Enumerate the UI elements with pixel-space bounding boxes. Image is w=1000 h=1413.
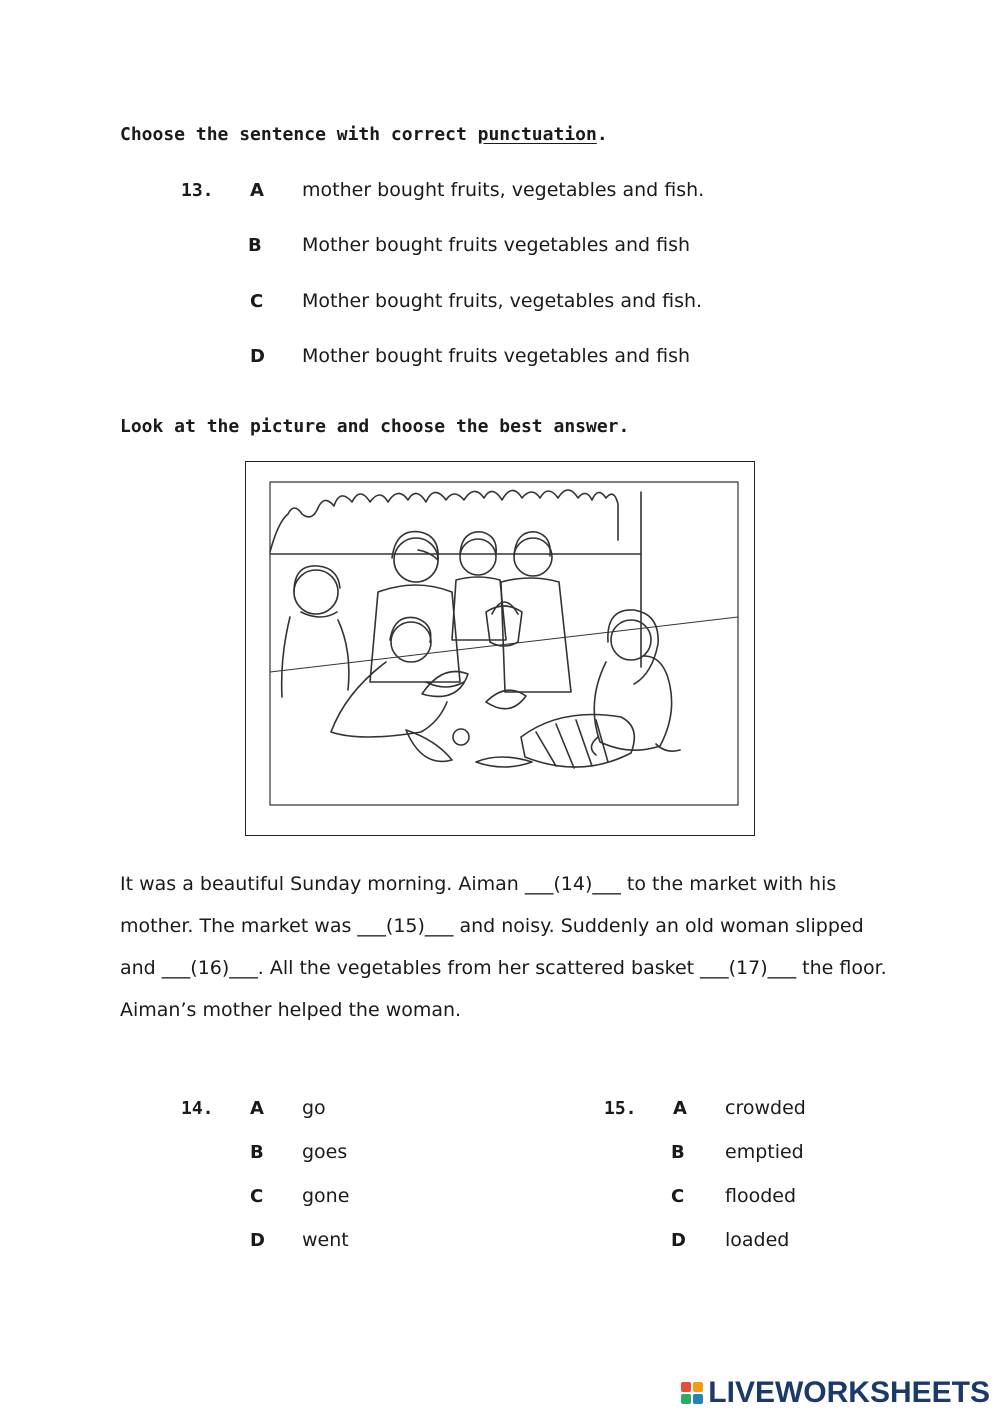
q15-option-a-letter[interactable]: A <box>673 1098 687 1119</box>
question-14-number: 14. <box>181 1098 214 1119</box>
question-13-number: 13. <box>181 180 214 201</box>
cloze-passage: It was a beautiful Sunday morning. Aiman ___(14)___ to the market with his mother. The market was ___(15)___ and noisy. Suddenly an old woman slipped and ___(16)___. All the vegetables from her scattered basket ___(17)___ the floor. Aiman’s mother helped the woman. <box>120 873 887 1021</box>
q13-option-d-letter[interactable]: D <box>250 346 265 367</box>
q13-option-c-text[interactable]: Mother bought fruits, vegetables and fish. <box>302 290 703 312</box>
question-15-number: 15. <box>604 1098 637 1119</box>
q15-option-d-letter[interactable]: D <box>671 1230 686 1251</box>
q15-option-c-text[interactable]: flooded <box>725 1185 797 1207</box>
logo-square-green <box>681 1394 691 1404</box>
q13-option-a-text[interactable]: mother bought fruits, vegetables and fish. <box>302 179 705 201</box>
q15-option-c-letter[interactable]: C <box>671 1186 685 1207</box>
market-scene-illustration <box>246 462 754 835</box>
logo-square-orange <box>693 1382 703 1392</box>
q14-option-b-text[interactable]: goes <box>302 1141 348 1163</box>
instruction-picture: Look at the picture and choose the best answer. <box>120 416 630 437</box>
keyword-punctuation: punctuation <box>477 124 597 145</box>
q14-option-c-text[interactable]: gone <box>302 1185 350 1207</box>
q15-option-b-text[interactable]: emptied <box>725 1141 804 1163</box>
q13-option-d-text[interactable]: Mother bought fruits vegetables and fish <box>302 345 691 367</box>
q14-option-d-text[interactable]: went <box>302 1229 349 1251</box>
q15-option-a-text[interactable]: crowded <box>725 1097 806 1119</box>
q14-option-a-letter[interactable]: A <box>250 1098 264 1119</box>
q15-option-d-text[interactable]: loaded <box>725 1229 790 1251</box>
q14-option-c-letter[interactable]: C <box>250 1186 264 1207</box>
q13-option-b-text[interactable]: Mother bought fruits vegetables and fish <box>302 234 691 256</box>
q15-option-b-letter[interactable]: B <box>671 1142 685 1163</box>
q13-option-c-letter[interactable]: C <box>250 291 264 312</box>
q13-option-a-letter[interactable]: A <box>250 180 264 201</box>
logo-square-blue <box>693 1394 703 1404</box>
picture-frame <box>245 461 755 836</box>
q14-option-b-letter[interactable]: B <box>250 1142 264 1163</box>
instruction-punctuation: Choose the sentence with correct punctuation. <box>120 124 608 145</box>
q14-option-a-text[interactable]: go <box>302 1097 326 1119</box>
q14-option-d-letter[interactable]: D <box>250 1230 265 1251</box>
liveworksheets-logo[interactable] <box>681 1378 990 1408</box>
liveworksheets-wordmark: LIVEWORKSHEETS <box>708 1376 990 1409</box>
liveworksheets-mark-icon <box>681 1382 703 1404</box>
logo-square-red <box>681 1382 691 1392</box>
q13-option-b-letter[interactable]: B <box>248 235 262 256</box>
